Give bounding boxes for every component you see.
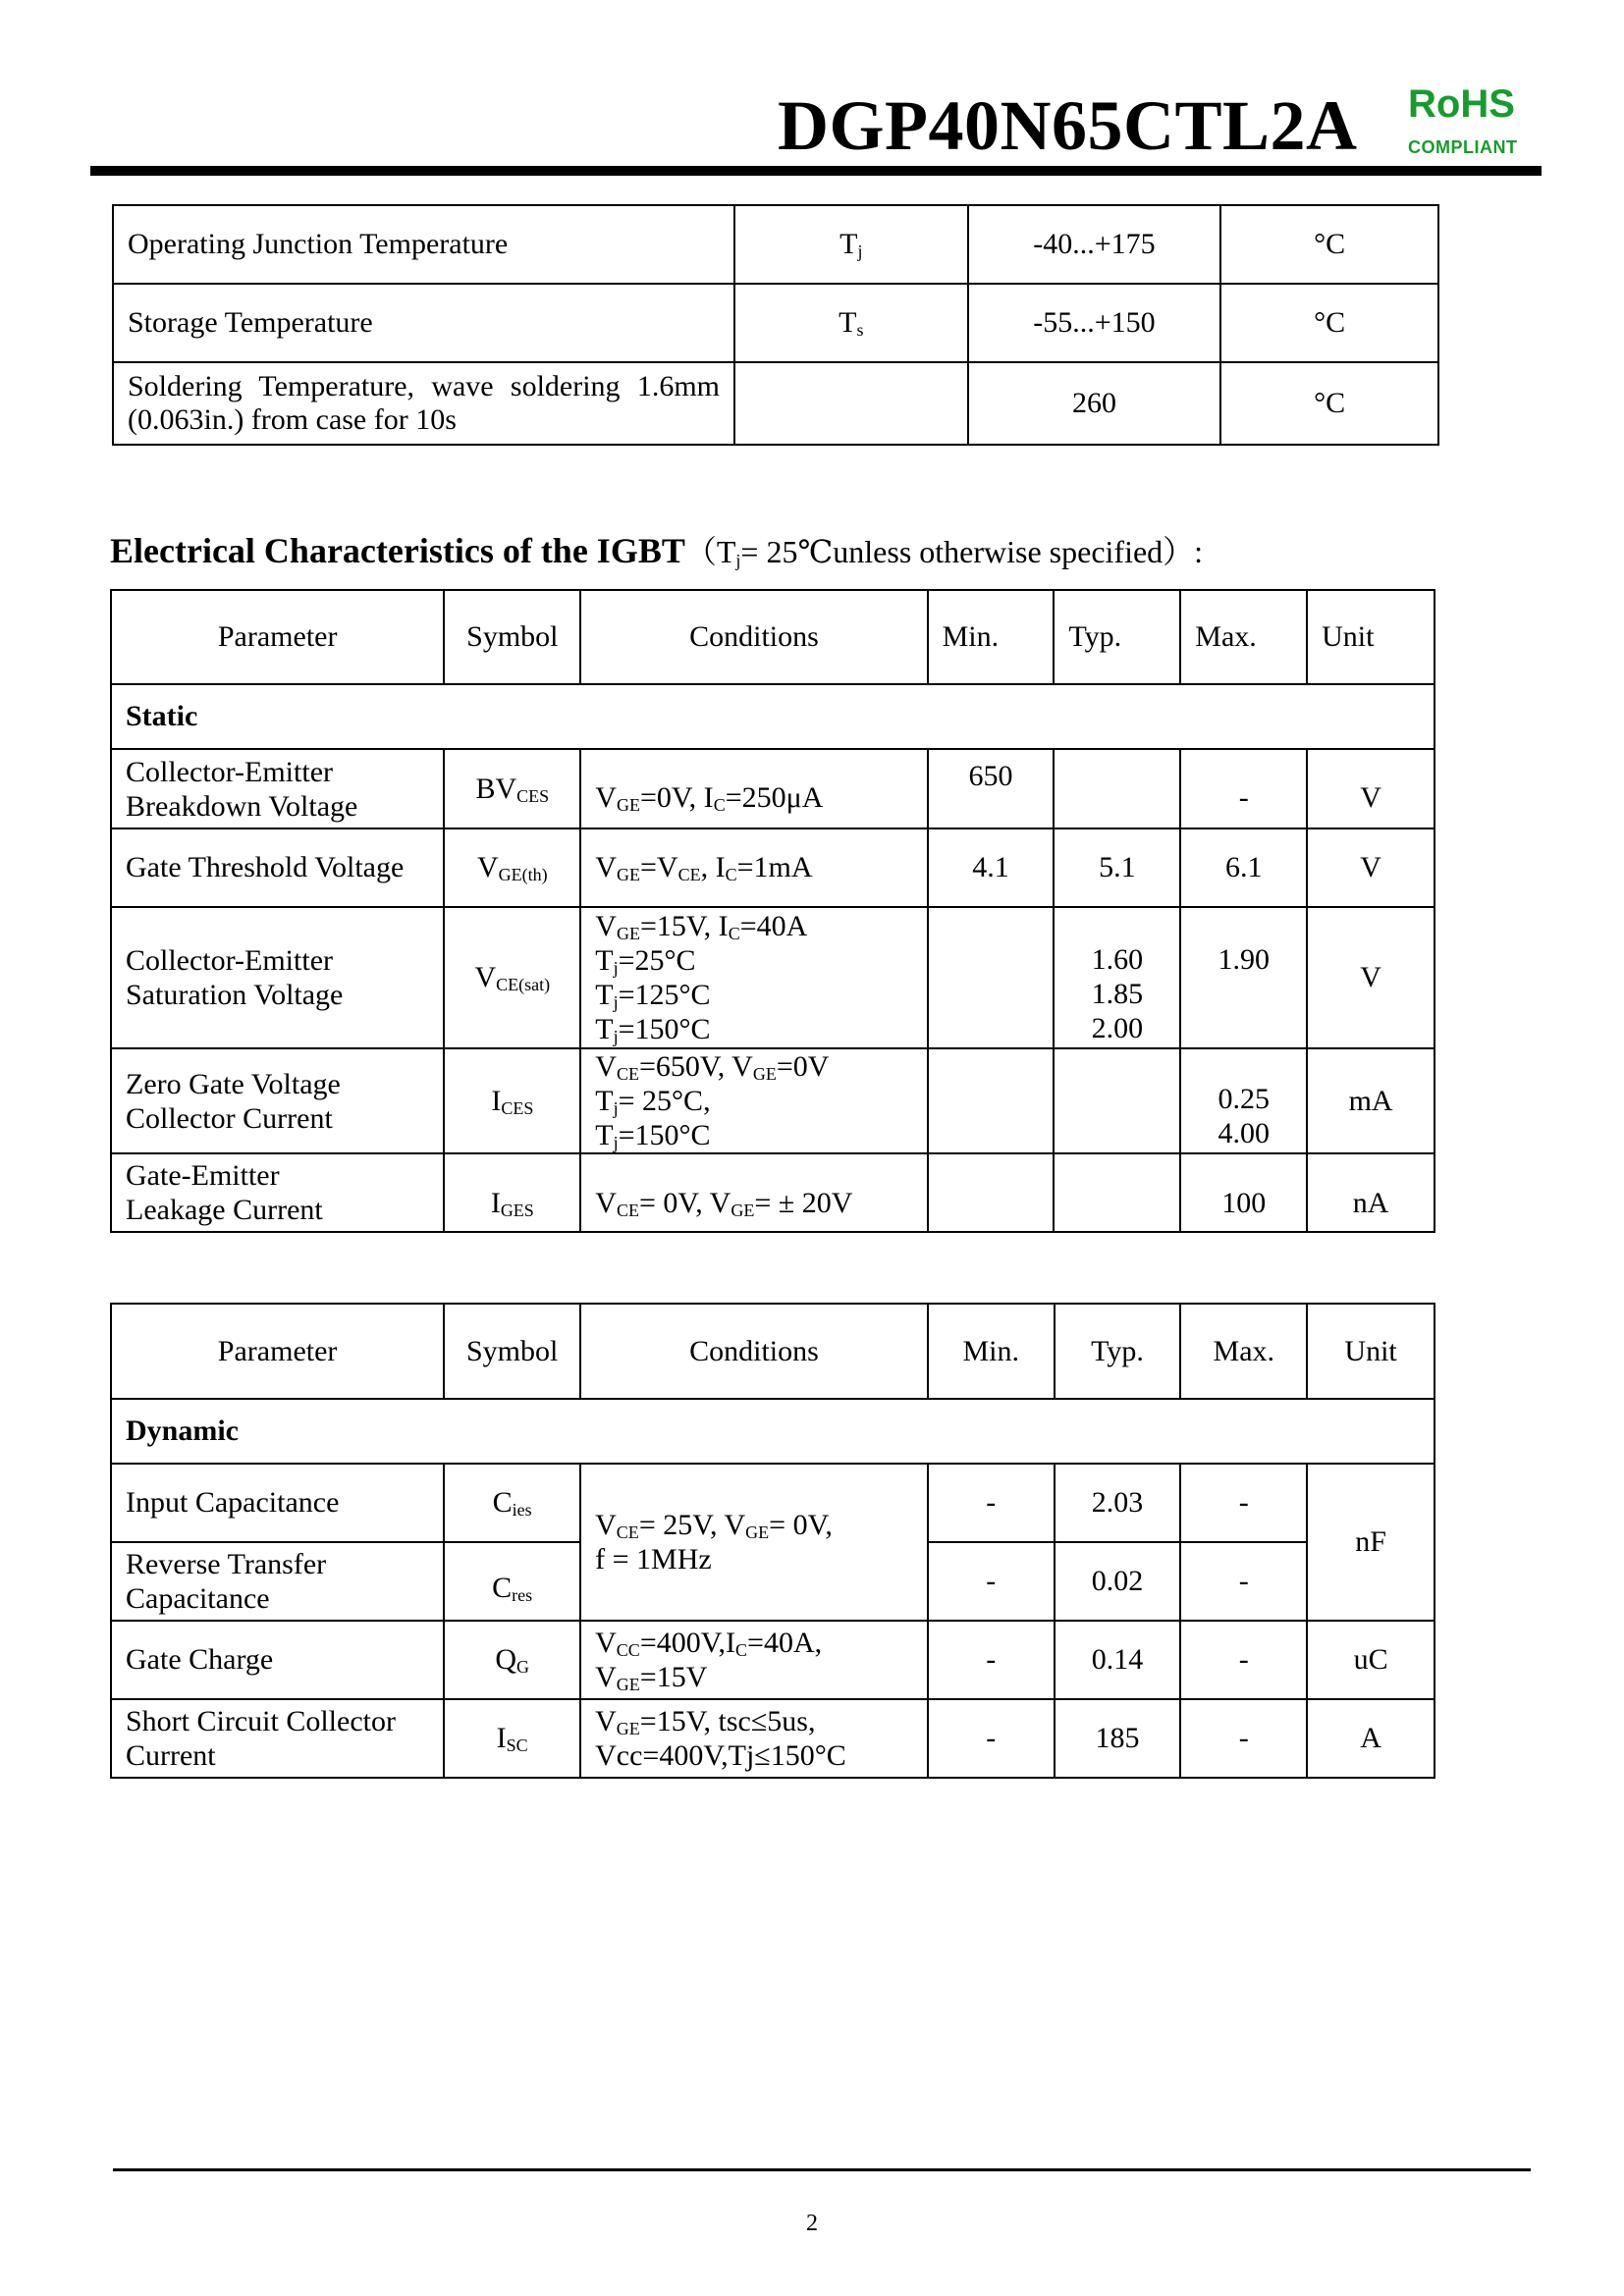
header-unit: Unit — [1307, 1304, 1435, 1399]
param-cell: Soldering Temperature, wave soldering 1.6mm (0.063in.) from case for 10s — [113, 362, 734, 445]
min-cell: - — [928, 1464, 1055, 1542]
unit-cell: A — [1307, 1699, 1435, 1778]
param-cell: Zero Gate Voltage Collector Current — [111, 1048, 444, 1153]
typ-cell: 185 — [1055, 1699, 1181, 1778]
max-cell: 6.1 — [1180, 828, 1307, 907]
typ-cell: 1.60 1.85 2.00 — [1054, 907, 1180, 1048]
typ-cell: 2.03 — [1055, 1464, 1181, 1542]
conditions-cell: $V_{CC}=400V,I_C=40A$, $V_{GE}=15V$ — [580, 1621, 928, 1699]
param-cell: Gate Charge — [111, 1621, 444, 1699]
symbol-cell: $I_{CES}$ — [444, 1048, 580, 1153]
param-cell: Storage Temperature — [113, 284, 734, 362]
conditions-cell: $V_{CE}=650V$, $V_{GE}=0V$ $T_j= 25^\circ C$, $T_j=150^\circ C$ — [580, 1048, 927, 1153]
typ-cell — [1054, 1048, 1180, 1153]
dynamic-characteristics-table — [110, 1303, 1435, 1779]
symbol-cell: $I_{GES}$ — [444, 1153, 580, 1232]
max-cell: 1.90 — [1180, 907, 1307, 1048]
max-cell: - — [1180, 1542, 1307, 1621]
value-cell: 260 — [968, 362, 1221, 445]
param-cell: Gate-Emitter Leakage Current — [111, 1153, 444, 1232]
table-row — [111, 749, 1435, 828]
header-min: Min. — [928, 590, 1055, 684]
unit-cell: °C — [1220, 205, 1438, 284]
max-cell: - — [1180, 749, 1307, 828]
section-row — [111, 1399, 1435, 1464]
unit-cell: uC — [1307, 1621, 1435, 1699]
header-conditions: Conditions — [580, 590, 927, 684]
unit-cell: °C — [1220, 284, 1438, 362]
typ-cell — [1054, 749, 1180, 828]
min-cell: 650 — [928, 749, 1055, 828]
rohs-logo: RoHS — [1408, 82, 1515, 126]
param-cell: Gate Threshold Voltage — [111, 828, 444, 907]
symbol-cell: $T_s$ — [734, 284, 968, 362]
typ-cell: 5.1 — [1054, 828, 1180, 907]
static-characteristics-table — [110, 589, 1435, 1233]
symbol-cell: $V_{GE(th)}$ — [444, 828, 580, 907]
absolute-ratings-table — [112, 204, 1439, 446]
header-max: Max. — [1180, 590, 1307, 684]
param-cell: Collector-Emitter Saturation Voltage — [111, 907, 444, 1048]
table-row — [113, 284, 1438, 362]
header-row — [111, 1304, 1435, 1399]
section-heading — [110, 529, 1386, 573]
value-cell: -55...+150 — [968, 284, 1221, 362]
unit-cell: °C — [1220, 362, 1438, 445]
section-note: （$T_j=$ 25℃unless otherwise specified）: — [684, 534, 1204, 570]
min-cell: - — [928, 1542, 1055, 1621]
unit-cell: mA — [1307, 1048, 1435, 1153]
table-row — [113, 205, 1438, 284]
header-typ: Typ. — [1055, 1304, 1181, 1399]
static-label: Static — [111, 684, 1435, 749]
header-parameter: Parameter — [111, 590, 444, 684]
table-row — [111, 1153, 1435, 1232]
header-unit: Unit — [1307, 590, 1435, 684]
conditions-cell: $V_{GE}=15V$, $I_C=40A$ $T_j=25^\circ C$ $T_j=125^\circ C$ $T_j=150^\circ C$ — [580, 907, 927, 1048]
unit-cell: nF — [1307, 1464, 1435, 1621]
header-rule — [90, 166, 1542, 176]
table-row — [111, 1048, 1435, 1153]
table-row — [111, 1621, 1435, 1699]
header-parameter: Parameter — [111, 1304, 444, 1399]
header-row — [111, 590, 1435, 684]
min-cell — [928, 1048, 1055, 1153]
page-number: 2 — [806, 2211, 818, 2236]
unit-cell: V — [1307, 907, 1435, 1048]
param-cell: Short Circuit Collector Current — [111, 1699, 444, 1778]
section-title: Electrical Characteristics of the IGBT — [110, 531, 685, 570]
max-cell: - — [1180, 1699, 1307, 1778]
param-cell: Reverse Transfer Capacitance — [111, 1542, 444, 1621]
max-cell: - — [1180, 1621, 1307, 1699]
header-symbol: Symbol — [444, 590, 580, 684]
part-number-title: DGP40N65CTL2A — [778, 86, 1358, 165]
symbol-cell: $T_j$ — [734, 205, 968, 284]
conditions-cell: $V_{GE}=0V$, $I_C=250\mu A$ — [580, 749, 927, 828]
symbol-cell: $C_{ies}$ — [444, 1464, 580, 1542]
max-cell: - — [1180, 1464, 1307, 1542]
symbol-cell: $I_{SC}$ — [444, 1699, 580, 1778]
conditions-cell: $V_{GE}=V_{CE}$, $I_C=1mA$ — [580, 828, 927, 907]
min-cell — [928, 1153, 1055, 1232]
conditions-cell: $V_{CE}= 25V$, $V_{GE}= 0V$, f = 1MHz — [580, 1464, 928, 1621]
table-row — [111, 828, 1435, 907]
symbol-cell — [734, 362, 968, 445]
table-row — [111, 1464, 1435, 1542]
symbol-cell: $C_{res}$ — [444, 1542, 580, 1621]
min-cell: - — [928, 1699, 1055, 1778]
header-typ: Typ. — [1054, 590, 1180, 684]
rohs-compliant-label: COMPLIANT — [1408, 137, 1518, 157]
header-max: Max. — [1180, 1304, 1307, 1399]
param-cell: Collector-Emitter Breakdown Voltage — [111, 749, 444, 828]
max-cell: 0.25 4.00 — [1180, 1048, 1307, 1153]
typ-cell — [1054, 1153, 1180, 1232]
min-cell: - — [928, 1621, 1055, 1699]
conditions-cell: $V_{CE}= 0V$, $V_{GE}= \pm 20V$ — [580, 1153, 927, 1232]
conditions-cell: $V_{GE}=15V$, tsc≤5us, Vcc=400V,Tj≤150°C — [580, 1699, 928, 1778]
unit-cell: V — [1307, 749, 1435, 828]
max-cell: 100 — [1180, 1153, 1307, 1232]
value-cell: -40...+175 — [968, 205, 1221, 284]
header-conditions: Conditions — [580, 1304, 928, 1399]
min-cell — [928, 907, 1055, 1048]
symbol-cell: $V_{CE(sat)}$ — [444, 907, 580, 1048]
table-row — [111, 907, 1435, 1048]
min-cell: 4.1 — [928, 828, 1055, 907]
typ-cell: 0.14 — [1055, 1621, 1181, 1699]
unit-cell: nA — [1307, 1153, 1435, 1232]
dynamic-label: Dynamic — [111, 1399, 1435, 1464]
table-row — [111, 1699, 1435, 1778]
header-min: Min. — [928, 1304, 1055, 1399]
section-row — [111, 684, 1435, 749]
table-row — [113, 362, 1438, 445]
unit-cell: V — [1307, 828, 1435, 907]
symbol-cell: $Q_G$ — [444, 1621, 580, 1699]
param-cell: Input Capacitance — [111, 1464, 444, 1542]
param-cell: Operating Junction Temperature — [113, 205, 734, 284]
typ-cell: 0.02 — [1055, 1542, 1181, 1621]
header-symbol: Symbol — [444, 1304, 580, 1399]
symbol-cell: $BV_{CES}$ — [444, 749, 580, 828]
footer-rule — [113, 2168, 1531, 2171]
